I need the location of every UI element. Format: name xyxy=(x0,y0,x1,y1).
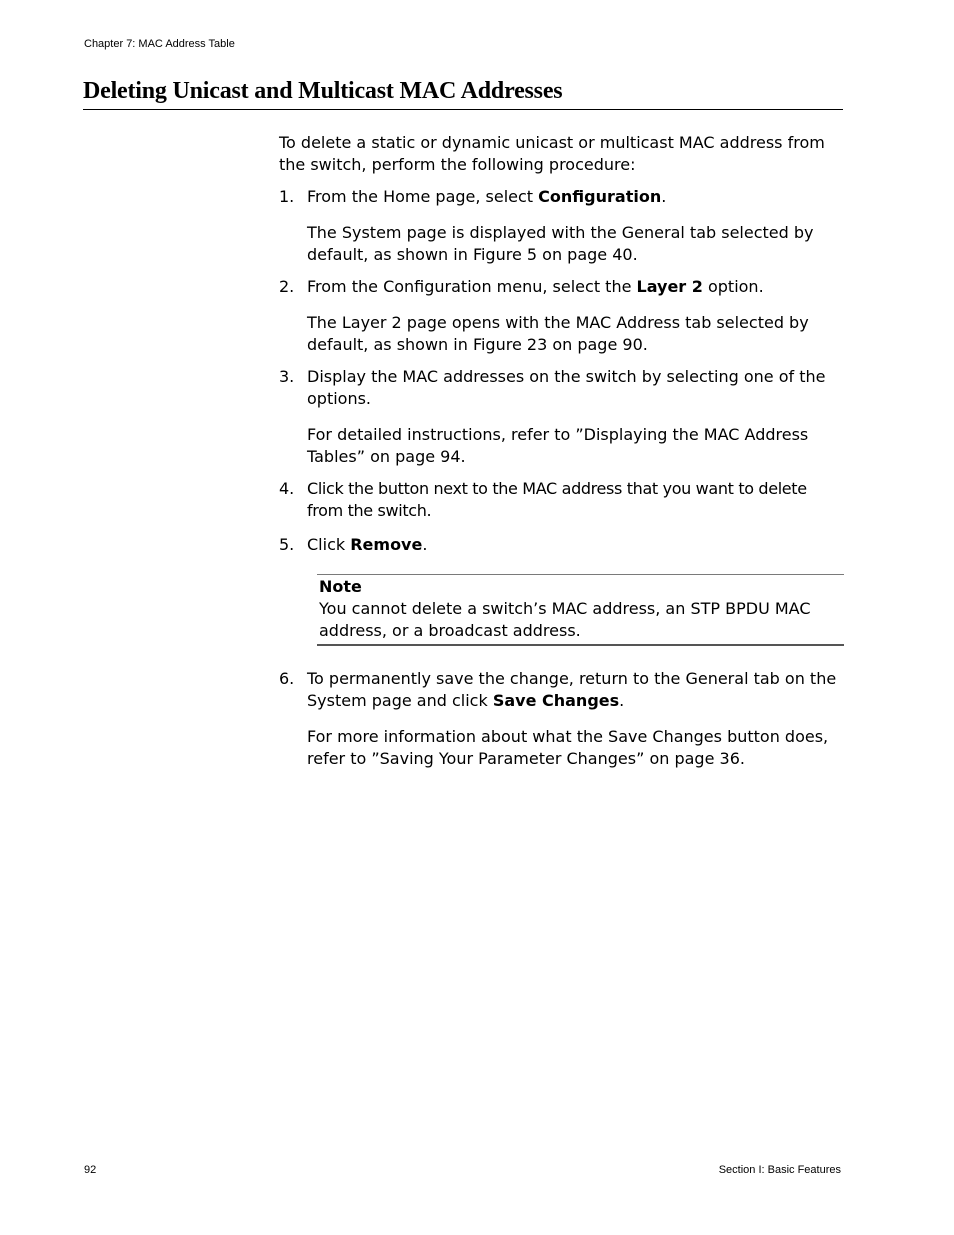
step-result: The System page is displayed with the General tab selected by default, as shown in Figure 5 on page 40. xyxy=(307,223,814,264)
step-4 xyxy=(279,478,844,522)
running-head: Chapter 7: MAC Address Table xyxy=(84,38,235,50)
step-number: 3. xyxy=(279,367,295,386)
ui-term: Remove xyxy=(350,535,423,554)
section-footer: Section I: Basic Features xyxy=(718,1164,841,1176)
step-result: For detailed instructions, refer to ”Displaying the MAC Address Tables” on page 94. xyxy=(307,425,809,466)
step-number: 5. xyxy=(279,535,295,554)
step-1 xyxy=(279,186,844,266)
step-3 xyxy=(279,366,844,468)
page-number: 92 xyxy=(84,1164,97,1176)
step-instruction: Click Remove. xyxy=(307,535,428,554)
ui-term: Configuration xyxy=(538,187,662,206)
intro-paragraph: To delete a static or dynamic unicast or multicast MAC address from the switch, perform the following procedure: xyxy=(279,133,825,174)
section-title: Deleting Unicast and Multicast MAC Addresses xyxy=(83,78,563,104)
step-2 xyxy=(279,276,844,356)
ui-term: Layer 2 xyxy=(636,277,703,296)
step-instruction: Click the button next to the MAC address that you want to delete from the switch. xyxy=(307,479,807,520)
step-5 xyxy=(279,534,844,556)
step-number: 2. xyxy=(279,277,295,296)
step-result: The Layer 2 page opens with the MAC Address tab selected by default, as shown in Figure 23 on page 90. xyxy=(307,313,809,354)
title-rule xyxy=(83,109,843,110)
step-instruction: From the Home page, select Configuration. xyxy=(307,187,667,206)
step-instruction: From the Configuration menu, select the Layer 2 option. xyxy=(307,277,764,296)
step-number: 6. xyxy=(279,669,295,688)
step-6 xyxy=(279,668,844,770)
step-instruction: To permanently save the change, return to the General tab on the System page and click Save Changes. xyxy=(307,669,837,710)
note-box xyxy=(317,574,844,646)
step-result: For more information about what the Save Changes button does, refer to ”Saving Your Parameter Changes” on page 36. xyxy=(307,727,829,768)
step-number: 4. xyxy=(279,479,295,498)
ui-term: Save Changes xyxy=(492,691,620,710)
step-number: 1. xyxy=(279,187,295,206)
note-heading: Note xyxy=(319,577,362,596)
body-text xyxy=(279,132,844,770)
step-instruction: Display the MAC addresses on the switch by selecting one of the options. xyxy=(307,367,826,408)
note-text: You cannot delete a switch’s MAC address, an STP BPDU MAC address, or a broadcast address. xyxy=(319,599,811,640)
